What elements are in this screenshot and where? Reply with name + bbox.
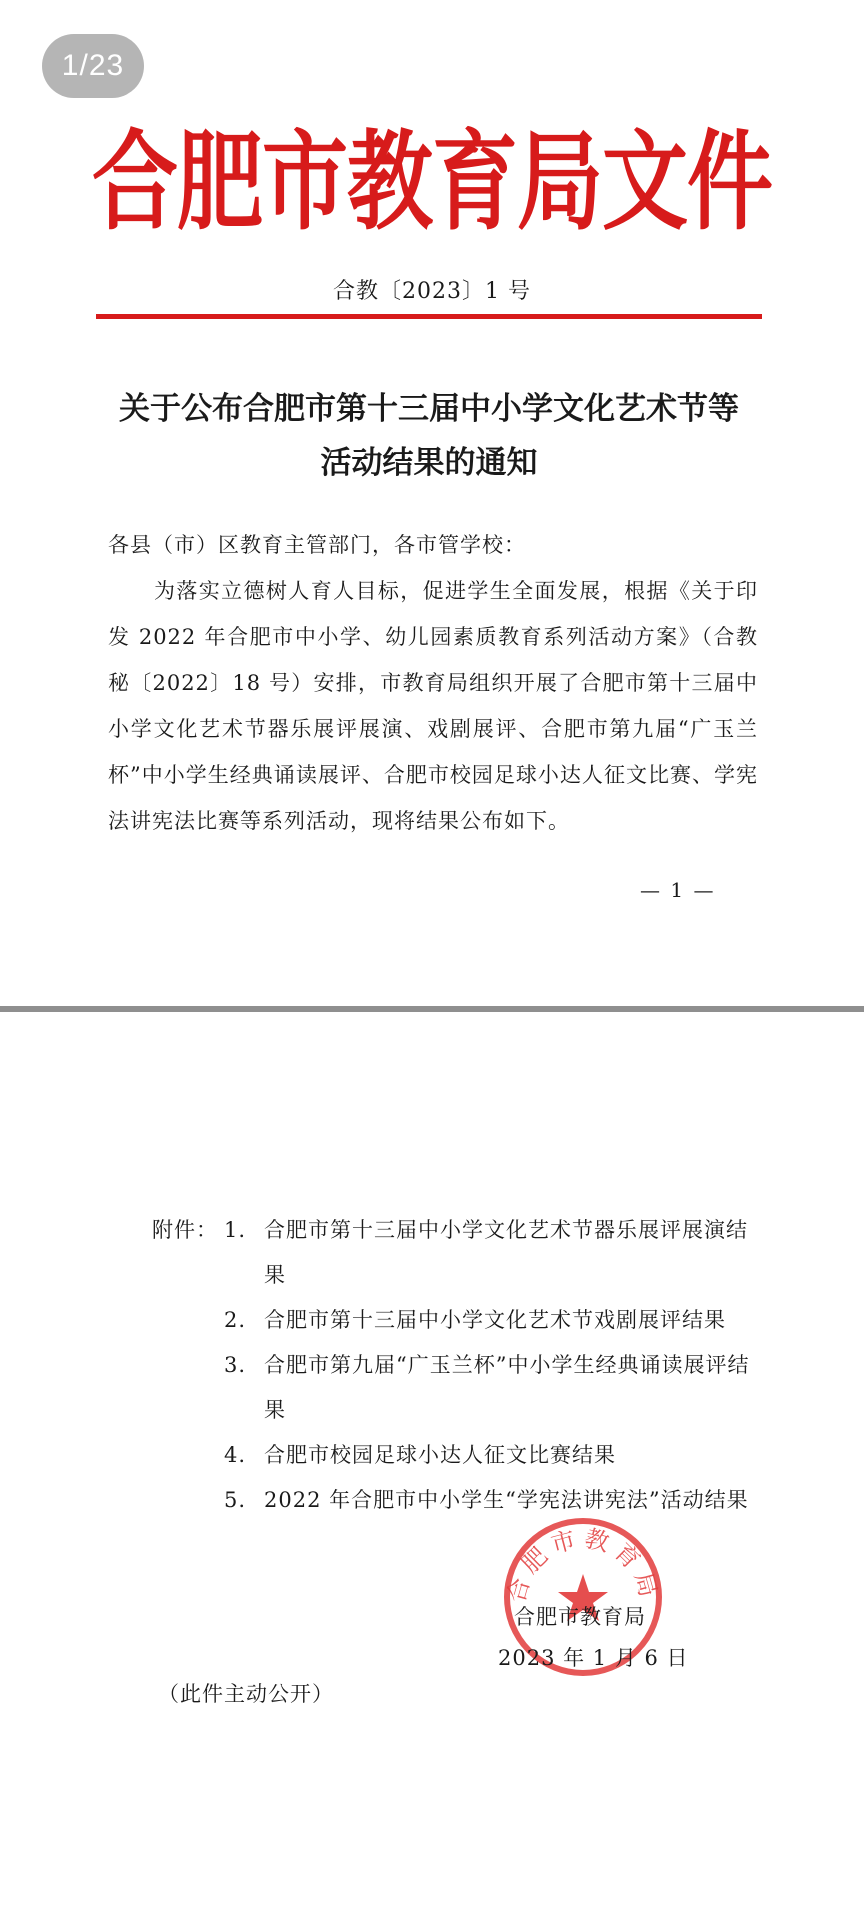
public-disclosure-note: （此件主动公开） (158, 1682, 334, 1706)
notice-title-line-1: 关于公布合肥市第十三届中小学文化艺术节等 (119, 391, 739, 427)
attachments-list (224, 1208, 762, 1523)
attachment-text: 合肥市校园足球小达人征文比赛结果 (264, 1443, 616, 1467)
attachments-label: 附件： (152, 1218, 218, 1242)
signing-date: 2023 年 1 月 6 日 (498, 1646, 689, 1670)
attachment-number: 2. (224, 1308, 247, 1332)
notice-body (108, 522, 758, 844)
attachment-item (224, 1478, 762, 1523)
page-break-divider (0, 1006, 864, 1012)
attachments-section (152, 1208, 762, 1523)
attachment-number: 5. (224, 1488, 247, 1512)
page-number: — 1 — (640, 878, 716, 902)
attachment-text: 2022 年合肥市中小学生“学宪法讲宪法”活动结果 (264, 1488, 749, 1512)
body-paragraph: 为落实立德树人育人目标，促进学生全面发展，根据《关于印发 2022 年合肥市中小学、幼儿园素质教育系列活动方案》（合教秘〔2022〕18 号）安排，市教育局组织开展了合肥市第十三届中小学文化艺术节器乐展评展演、戏剧展评、合肥市第九届“广玉兰杯”中小学生经典诵读展评、合肥市校园足球小达人征文比赛、学宪法讲宪法比赛等系列活动，现将结果公布如下。 (108, 579, 758, 833)
attachment-text: 合肥市第十三届中小学文化艺术节器乐展评展演结果 (264, 1218, 748, 1287)
attachment-number: 3. (224, 1353, 247, 1377)
attachment-item (224, 1433, 762, 1478)
seal-text: 合肥市教育局 (502, 1524, 664, 1606)
notice-title (96, 382, 762, 490)
attachment-text: 合肥市第十三届中小学文化艺术节戏剧展评结果 (264, 1308, 726, 1332)
page-counter-badge: 1/23 (42, 34, 144, 98)
attachment-number: 4. (224, 1443, 247, 1467)
attachment-item (224, 1208, 762, 1298)
attachment-item (224, 1343, 762, 1433)
attachment-text: 合肥市第九届“广玉兰杯”中小学生经典诵读展评结果 (264, 1353, 750, 1422)
signing-organization: 合肥市教育局 (514, 1605, 646, 1629)
attachment-item (224, 1298, 762, 1343)
document-number: 合教〔2023〕1 号 (333, 279, 531, 304)
notice-title-line-2: 活动结果的通知 (320, 445, 538, 481)
red-divider-rule (96, 314, 762, 319)
salutation: 各县（市）区教育主管部门，各市管学校： (108, 533, 526, 557)
attachment-number: 1. (224, 1218, 247, 1242)
document-header-title: 合肥市教育局文件 (92, 118, 772, 245)
